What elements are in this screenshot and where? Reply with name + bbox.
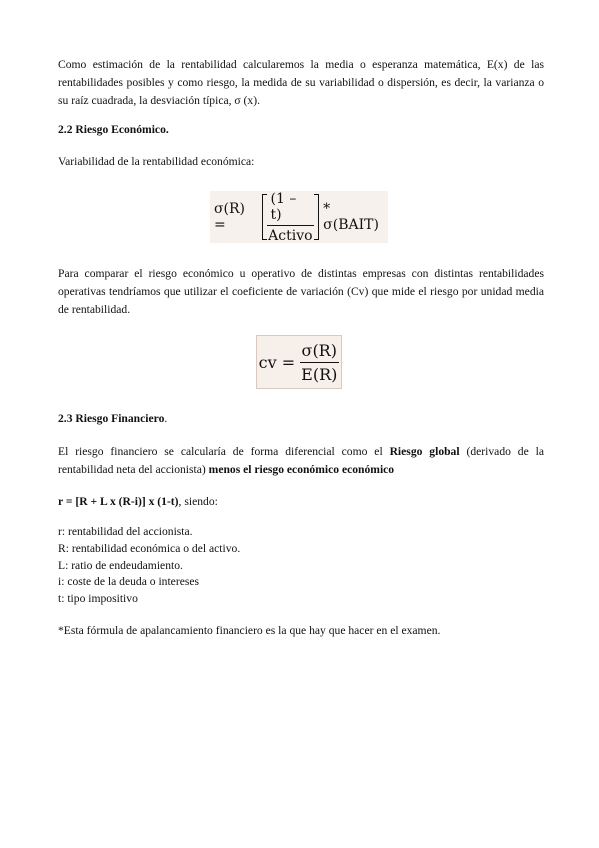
formula-sigma-r bbox=[210, 191, 388, 243]
heading-riesgo-financiero-text: 2.3 Riesgo Financiero bbox=[58, 412, 165, 425]
formula-lhs: σ(R) = bbox=[214, 201, 246, 233]
formula-cv-denominator: E(R) bbox=[301, 364, 338, 384]
financial-paragraph bbox=[58, 443, 544, 479]
financial-p-mid: (derivado de la rentabilidad neta del accionista) bbox=[58, 445, 544, 476]
formula-cv-lhs: cv = bbox=[258, 352, 296, 372]
heading-riesgo-financiero bbox=[58, 412, 167, 425]
definition-item: i: coste de la deuda o intereses bbox=[58, 575, 200, 588]
definition-item: r: rentabilidad del accionista. bbox=[58, 525, 193, 538]
exam-note: *Esta fórmula de apalancamiento financiero es la que hay que hacer en el examen. bbox=[58, 624, 441, 637]
formula-cv-fraction bbox=[299, 341, 339, 384]
intro-paragraph: Como estimación de la rentabilidad calcularemos la media o esperanza matemática, E(x) de las rentabilidades posibles y como riesgo, la medida de su variabilidad o dispersión, es decir, la varianza o su raíz cuadrada, la desviación típica, σ (x). bbox=[58, 58, 544, 107]
financial-formula: r = [R + L x (R-i)] x (1-t) bbox=[58, 495, 179, 508]
formula-rhs: * σ(BAIT) bbox=[323, 201, 379, 233]
definition-item: R: rentabilidad económica o del activo. bbox=[58, 542, 241, 555]
formula-cv bbox=[256, 335, 342, 389]
economic-subtitle: Variabilidad de la rentabilidad económica: bbox=[58, 155, 255, 168]
formula-numerator: (1 – t) bbox=[267, 191, 315, 226]
formula-denominator: Activo bbox=[268, 227, 313, 244]
definition-item: t: tipo impositivo bbox=[58, 592, 138, 605]
heading-suffix: . bbox=[164, 412, 168, 425]
definition-item: L: ratio de endeudamiento. bbox=[58, 559, 183, 572]
financial-formula-line bbox=[58, 493, 218, 510]
financial-p-bold1: Riesgo global bbox=[389, 445, 460, 458]
formula-fraction bbox=[267, 191, 315, 244]
cv-paragraph: Para comparar el riesgo económico u operativo de distintas empresas con distintas rentabilidades operativas tendríamos que utilizar el coeficiente de variación (Cv) que mide el riesgo por unidad media de rentabilidad. bbox=[58, 267, 544, 316]
financial-p-bold2: menos el riesgo económico económico bbox=[208, 463, 395, 476]
heading-riesgo-economico: 2.2 Riesgo Económico. bbox=[58, 123, 169, 136]
formula-bracket bbox=[262, 190, 320, 244]
formula-cv-numerator: σ(R) bbox=[300, 341, 339, 363]
financial-formula-suffix: , siendo: bbox=[178, 495, 218, 508]
financial-p-start: El riesgo financiero se calcularía de forma diferencial como el bbox=[58, 445, 390, 458]
